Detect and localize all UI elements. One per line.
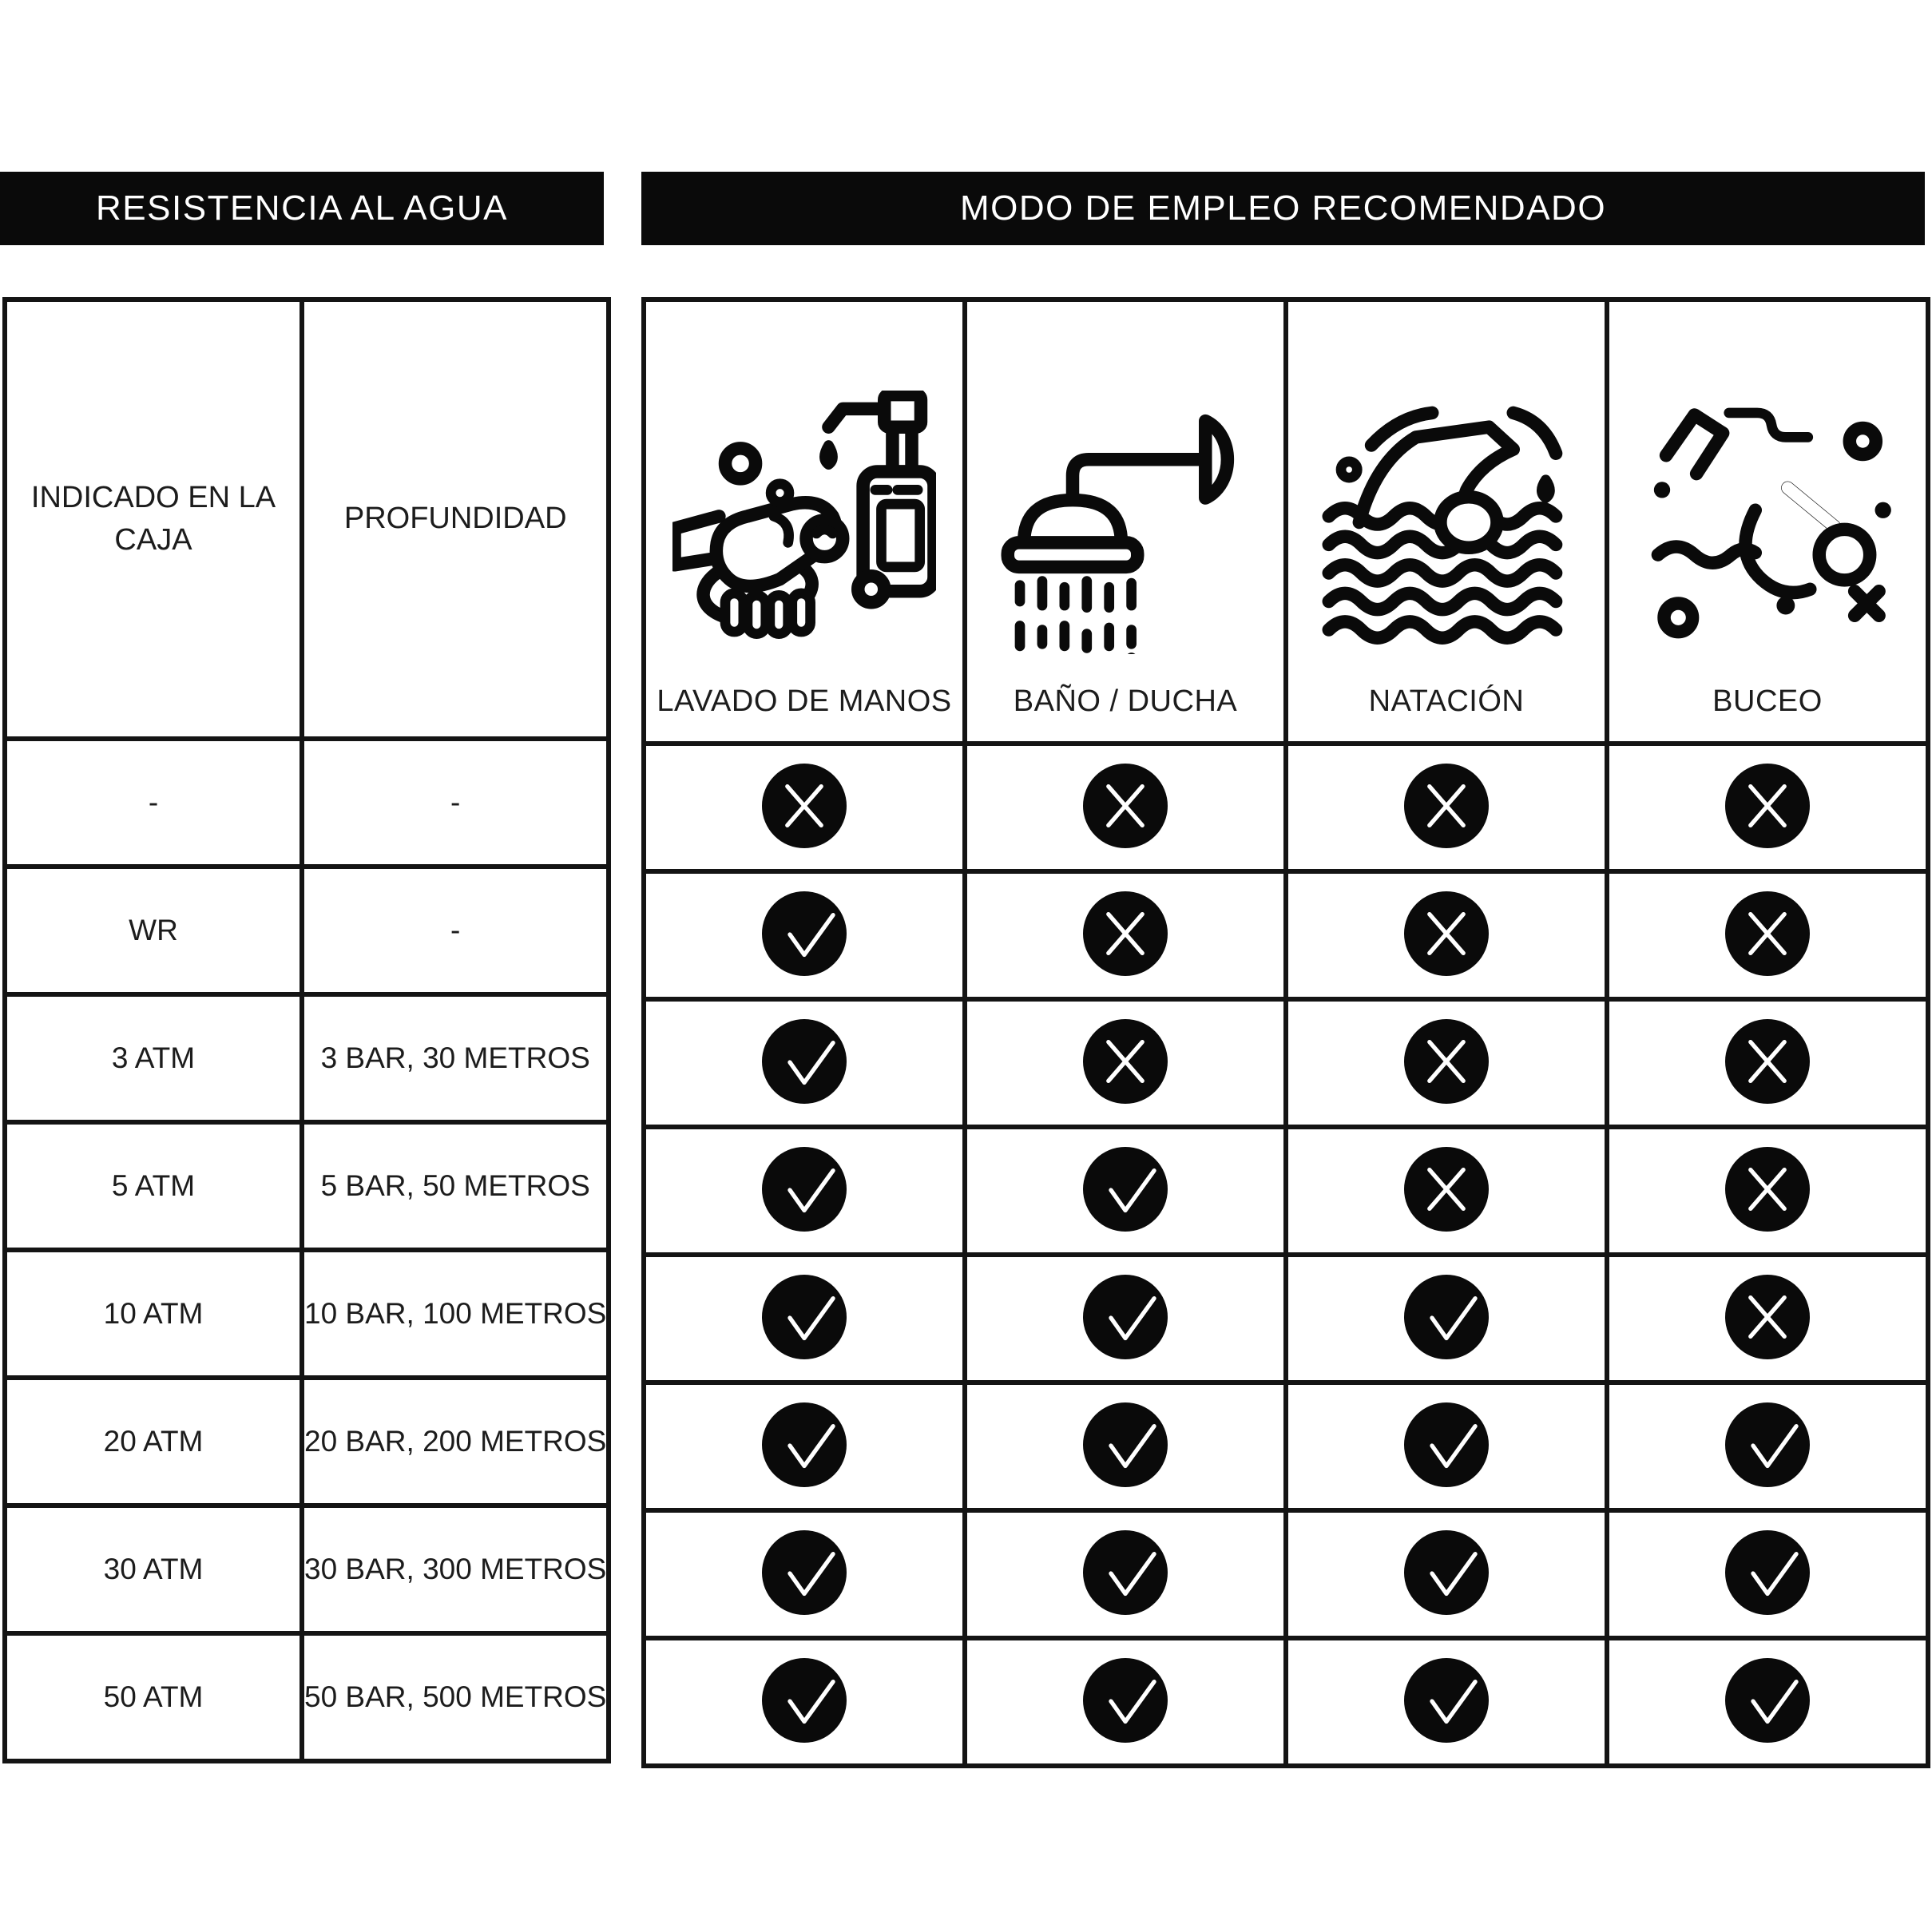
usage-mark [762,891,847,976]
usage-mark [1083,891,1168,976]
usage-cell [644,1638,965,1766]
table-row [644,999,1928,1127]
usage-column-header-handwash [644,300,965,744]
usage-mark [1725,1402,1810,1487]
table-row [644,871,1928,999]
table-row [5,1378,609,1506]
usage-cell [644,1383,965,1510]
usage-mark [762,1402,847,1487]
usage-header-row [644,300,1928,744]
depth-cell: 20 BAR, 200 METROS [302,1378,609,1506]
usage-cell [1286,1127,1607,1255]
usage-mark [762,764,847,848]
usage-mark [1083,1402,1168,1487]
usage-cell [965,1638,1286,1766]
table-row [5,1506,609,1633]
usage-title: MODO DE EMPLEO RECOMENDADO [959,188,1607,228]
usage-mark [1083,1147,1168,1232]
table-row [5,1250,609,1378]
resistance-table [2,297,611,1763]
table-row [5,1122,609,1250]
table-row [644,1638,1928,1766]
case-marking-cell: 50 ATM [5,1633,302,1761]
case-marking-cell: 30 ATM [5,1506,302,1633]
usage-cell [644,1127,965,1255]
usage-mark [1725,1275,1810,1359]
table-row [644,1510,1928,1638]
depth-cell: 50 BAR, 500 METROS [302,1633,609,1761]
usage-column-header-shower [965,300,1286,744]
usage-mark [1404,1530,1489,1615]
usage-cell [1286,1255,1607,1383]
table-row [644,1127,1928,1255]
resistance-title-bar [0,172,604,245]
usage-cell [1286,1638,1607,1766]
usage-mark [762,1147,847,1232]
usage-mark [1725,1019,1810,1104]
usage-cell [644,1255,965,1383]
usage-cell [644,1510,965,1638]
usage-cell [1607,1255,1928,1383]
usage-title-bar [641,172,1925,245]
shower-icon [994,391,1257,654]
usage-cell [644,744,965,871]
usage-cell [1286,1510,1607,1638]
table-row [5,1633,609,1761]
column-header-case-marking: INDICADO EN LA CAJA [5,300,302,739]
usage-column-header-diving [1607,300,1928,744]
depth-cell: - [302,739,609,867]
usage-mark [1404,1658,1489,1743]
usage-mark [1725,1530,1810,1615]
usage-table [641,297,1930,1768]
usage-mark [1725,891,1810,976]
case-marking-cell: WR [5,867,302,994]
usage-mark [762,1658,847,1743]
usage-column-label: BAÑO / DUCHA [1013,684,1238,718]
usage-column-label: NATACIÓN [1368,684,1525,718]
table-row [5,867,609,994]
depth-cell: - [302,867,609,994]
usage-mark [1083,1530,1168,1615]
usage-cell [1286,1383,1607,1510]
usage-cell [965,1383,1286,1510]
usage-cell [1607,999,1928,1127]
case-marking-cell: - [5,739,302,867]
usage-mark [1404,764,1489,848]
usage-cell [1286,999,1607,1127]
usage-cell [644,871,965,999]
usage-mark [1725,1658,1810,1743]
depth-cell: 3 BAR, 30 METROS [302,994,609,1122]
usage-mark [762,1275,847,1359]
usage-mark [1083,1019,1168,1104]
table-row [644,744,1928,871]
case-marking-cell: 5 ATM [5,1122,302,1250]
case-marking-cell: 3 ATM [5,994,302,1122]
usage-cell [644,999,965,1127]
usage-cell [1607,744,1928,871]
usage-column-label: LAVADO DE MANOS [657,684,952,718]
usage-cell [1286,744,1607,871]
usage-cell [965,744,1286,871]
usage-cell [965,1510,1286,1638]
usage-cell [965,1127,1286,1255]
depth-cell: 10 BAR, 100 METROS [302,1250,609,1378]
case-marking-cell: 20 ATM [5,1378,302,1506]
usage-cell [965,999,1286,1127]
usage-cell [965,1255,1286,1383]
usage-cell [1607,1638,1928,1766]
usage-cell [965,871,1286,999]
usage-mark [1404,1147,1489,1232]
usage-cell [1607,1127,1928,1255]
table-row [5,994,609,1122]
usage-cell [1607,871,1928,999]
usage-column-header-swimming [1286,300,1607,744]
depth-cell: 30 BAR, 300 METROS [302,1506,609,1633]
usage-column-label: BUCEO [1712,684,1823,718]
usage-mark [762,1530,847,1615]
usage-mark [1725,1147,1810,1232]
resistance-header-row [5,300,609,739]
usage-mark [762,1019,847,1104]
usage-mark [1404,891,1489,976]
table-row [644,1383,1928,1510]
diving-icon [1636,391,1899,654]
resistance-title: RESISTENCIA AL AGUA [96,188,508,228]
usage-mark [1083,1658,1168,1743]
usage-mark [1404,1402,1489,1487]
usage-mark [1083,764,1168,848]
usage-cell [1286,871,1607,999]
table-row [644,1255,1928,1383]
column-header-depth: PROFUNDIDAD [302,300,609,739]
case-marking-cell: 10 ATM [5,1250,302,1378]
handwash-icon [672,391,936,654]
usage-mark [1725,764,1810,848]
usage-cell [1607,1383,1928,1510]
usage-cell [1607,1510,1928,1638]
usage-mark [1083,1275,1168,1359]
usage-mark [1404,1275,1489,1359]
table-row [5,739,609,867]
usage-mark [1404,1019,1489,1104]
depth-cell: 5 BAR, 50 METROS [302,1122,609,1250]
swimming-icon [1315,391,1578,654]
